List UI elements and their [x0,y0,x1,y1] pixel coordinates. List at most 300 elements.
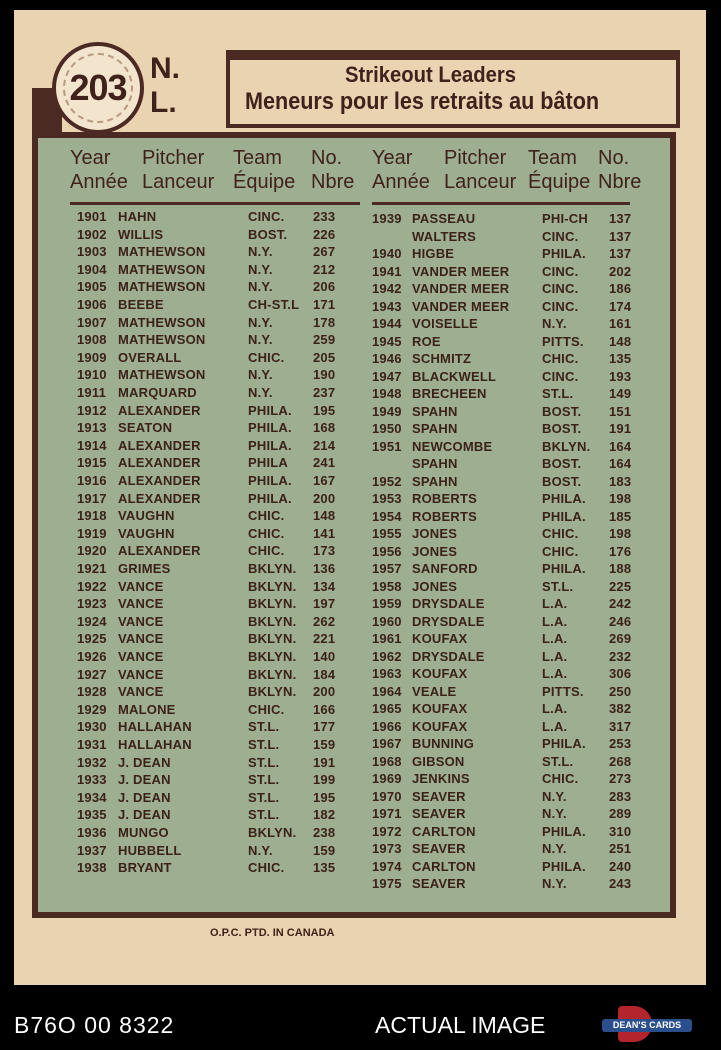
header-pitcher-fr: Lanceur [142,171,215,193]
team-cell: CINC. [248,209,285,224]
strikeouts-cell: 221 [313,631,336,647]
pitcher-cell: SANFORD [412,561,478,576]
pitcher-cell: VAUGHN [118,508,175,524]
strikeouts-cell: 289 [609,806,632,821]
team-cell: PHI-CH [542,211,588,226]
year-cell: 1944 [372,316,402,331]
strikeouts-cell: 176 [609,543,632,559]
pitcher-cell: KOUFAX [412,718,468,734]
strikeouts-cell: 135 [609,351,632,366]
pitcher-cell: MUNGO [118,825,169,840]
year-cell: 1927 [77,666,107,682]
strikeouts-cell: 178 [313,314,336,330]
header-pitcher-right [444,146,516,194]
pitcher-cell: SEAVER [412,841,466,856]
pitcher-cell: J. DEAN [118,754,171,770]
header-no-right [598,146,641,194]
strikeouts-cell: 188 [609,561,632,576]
strikeouts-cell: 195 [313,789,336,805]
strikeouts-cell: 191 [609,421,632,436]
strikeouts-cell: 159 [313,737,336,752]
year-cell: 1957 [372,561,402,576]
year-cell: 1916 [77,473,107,488]
pitcher-cell: MARQUARD [118,385,197,400]
pitcher-cell: JENKINS [412,771,470,786]
strikeouts-cell: 205 [313,349,336,365]
strikeouts-cell: 174 [609,298,632,314]
year-cell: 1956 [372,543,402,559]
pitcher-cell: VANDER MEER [412,298,510,314]
strikeouts-cell: 182 [313,807,336,823]
team-cell: PHILA [248,455,288,471]
team-cell: PHILA. [542,561,586,576]
team-cell: PHILA. [248,490,292,506]
pitcher-cell: WILLIS [118,226,164,242]
team-cell: ST.L. [248,754,280,770]
year-cell: 1902 [77,226,107,242]
year-cell: 1935 [77,807,107,823]
team-cell: CINC. [542,228,579,244]
strikeouts-cell: 382 [609,701,632,716]
year-cell: 1911 [77,385,107,400]
strikeouts-cell: 240 [609,858,632,874]
pitcher-cell: BLACKWELL [412,368,497,384]
strikeouts-cell: 183 [609,473,632,489]
team-cell: CHIC. [542,351,579,366]
strikeouts-cell: 268 [609,753,632,769]
team-cell: PHILA. [248,420,292,436]
team-cell: CHIC. [542,526,579,541]
year-cell: 1931 [77,737,107,752]
team-cell: N.Y. [248,842,273,858]
strikeouts-cell: 243 [609,876,632,891]
team-cell: BOST. [248,226,288,242]
strikeouts-cell: 136 [313,561,336,576]
year-cell: 1973 [372,841,402,856]
pitcher-cell: BRECHEEN [412,386,487,401]
header-no: No. [311,147,343,169]
team-cell: ST.L. [248,789,280,805]
pitcher-cell: VANCE [118,596,164,612]
pitcher-cell: NEWCOMBE [412,438,493,454]
year-cell: 1912 [77,402,107,418]
pitcher-cell: BRYANT [118,860,172,876]
year-cell: 1949 [372,403,402,419]
strikeouts-cell: 198 [609,526,632,541]
strikeouts-cell: 283 [609,788,632,804]
year-cell: 1945 [372,333,402,349]
team-cell: CHIC. [542,771,579,786]
year-cell: 1934 [77,789,107,805]
pitcher-cell: GRIMES [118,561,171,576]
pitcher-cell: CARLTON [412,823,476,839]
team-cell: N.Y. [542,788,567,804]
pitcher-cell: ROBERTS [412,508,477,524]
team-cell: L.A. [542,596,568,611]
team-cell: CINC. [542,368,579,384]
pitcher-cell: ALEXANDER [118,543,201,559]
year-cell: 1918 [77,508,107,524]
pitcher-cell: MATHEWSON [118,332,206,348]
strikeouts-cell: 173 [313,543,336,559]
pitcher-cell: MATHEWSON [118,244,206,260]
strikeouts-cell: 197 [313,596,336,612]
year-cell: 1963 [372,666,402,681]
header-team: Team [528,147,577,169]
team-cell: CHIC. [248,543,285,559]
pitcher-cell: J. DEAN [118,772,171,788]
header-year-right [372,146,430,194]
strikeouts-cell: 164 [609,438,632,454]
team-cell: BKLYN. [248,825,297,840]
pitcher-cell: OVERALL [118,349,182,365]
team-cell: ST.L. [542,753,574,769]
year-cell: 1972 [372,823,402,839]
pitcher-cell: DRYSDALE [412,596,485,611]
pitcher-cell: SPAHN [412,403,458,419]
header-pitcher-left [142,146,214,194]
pitcher-cell: MATHEWSON [118,314,206,330]
pitcher-cell: SEAVER [412,876,466,891]
year-cell: 1952 [372,473,402,489]
year-cell: 1913 [77,420,107,436]
team-cell: CHIC. [248,860,285,876]
league-line-1: N. [150,52,180,85]
strikeouts-cell: 137 [609,246,632,261]
year-cell: 1905 [77,279,107,295]
title-english: Strikeout Leaders [345,62,516,87]
team-cell: PITTS. [542,333,584,349]
pitcher-cell: JONES [412,526,458,541]
year-cell: 1942 [372,281,402,296]
team-cell: BKLYN. [248,596,297,612]
strikeouts-cell: 226 [313,226,336,242]
year-cell: 1960 [372,613,402,629]
strikeouts-cell: 212 [313,261,336,277]
pitcher-cell: SEATON [118,420,173,436]
team-cell: CHIC. [248,508,285,524]
strikeouts-cell: 184 [313,666,336,682]
pitcher-cell: MATHEWSON [118,261,206,277]
team-cell: L.A. [542,631,568,646]
year-cell: 1964 [372,683,402,699]
year-cell: 1917 [77,490,107,506]
pitcher-cell: KOUFAX [412,666,468,681]
year-cell: 1967 [372,736,402,751]
strikeouts-cell: 273 [609,771,632,786]
strikeouts-cell: 137 [609,228,632,244]
strikeouts-cell: 135 [313,860,336,876]
pitcher-cell: DRYSDALE [412,648,485,664]
team-cell: L.A. [542,613,568,629]
team-cell: BOST. [542,456,582,471]
team-cell: N.Y. [248,244,273,260]
year-cell: 1906 [77,297,107,312]
baseball-icon [52,42,144,134]
year-cell: 1901 [77,209,107,224]
strikeouts-cell: 251 [609,841,632,856]
header-no-left [311,146,354,194]
team-cell: N.Y. [248,385,273,400]
year-cell: 1930 [77,719,107,735]
team-cell: BKLYN. [248,631,297,647]
strikeouts-cell: 185 [609,508,632,524]
year-cell: 1975 [372,876,402,891]
strikeouts-cell: 259 [313,332,336,348]
team-cell: CHIC. [248,525,285,541]
pitcher-cell: SCHMITZ [412,351,472,366]
team-cell: BKLYN. [248,613,297,629]
header-team-left [233,146,295,194]
team-cell: N.Y. [248,332,273,348]
strikeouts-cell: 166 [313,701,336,717]
strikeouts-cell: 200 [313,490,336,506]
team-cell: N.Y. [248,261,273,277]
team-cell: N.Y. [542,806,567,821]
team-cell: BKLYN. [248,561,297,576]
header-pitcher: Pitcher [444,147,507,169]
pitcher-cell: PASSEAU [412,211,476,226]
strikeouts-cell: 191 [313,754,336,770]
team-cell: CINC. [542,298,579,314]
year-cell: 1908 [77,332,107,348]
pitcher-cell: VANCE [118,631,164,647]
team-cell: PHILA. [542,508,586,524]
team-cell: BOST. [542,403,582,419]
team-cell: N.Y. [248,314,273,330]
header-year-left [70,146,128,194]
pitcher-cell: VANCE [118,613,164,629]
team-cell: N.Y. [542,876,567,891]
strikeouts-cell: 167 [313,473,336,488]
year-cell: 1929 [77,701,107,717]
strikeouts-cell: 151 [609,403,632,419]
pitcher-cell: VEALE [412,683,457,699]
pitcher-cell: VANCE [118,684,164,700]
year-cell: 1974 [372,858,402,874]
strikeouts-cell: 159 [313,842,336,858]
strikeouts-cell: 202 [609,263,632,279]
strikeouts-cell: 177 [313,719,336,735]
strikeouts-cell: 269 [609,631,632,646]
strikeouts-cell: 241 [313,455,336,471]
pitcher-cell: ALEXANDER [118,437,201,453]
pitcher-cell: ROE [412,333,441,349]
team-cell: PHILA. [248,473,292,488]
pitcher-cell: HAHN [118,209,157,224]
team-cell: BOST. [542,473,582,489]
year-cell: 1909 [77,349,107,365]
pitcher-cell: SPAHN [412,421,458,436]
strikeouts-cell: 141 [313,525,336,541]
strikeouts-cell: 225 [609,578,632,594]
year-cell: 1938 [77,860,107,876]
year-cell: 1922 [77,578,107,594]
team-cell: PITTS. [542,683,584,699]
team-cell: CHIC. [542,543,579,559]
strikeouts-cell: 168 [313,420,336,436]
year-cell: 1968 [372,753,402,769]
cert-number: B76O 00 8322 [14,1012,175,1038]
team-cell: PHILA. [248,437,292,453]
header-no-fr: Nbre [598,171,642,193]
team-cell: L.A. [542,718,568,734]
year-cell: 1954 [372,508,402,524]
pitcher-cell: VAUGHN [118,525,175,541]
header-year-fr: Année [372,171,430,193]
pitcher-cell: MALONE [118,701,176,717]
header-team-fr: Équipe [233,171,296,193]
year-cell: 1970 [372,788,402,804]
year-cell: 1965 [372,701,402,716]
team-cell: ST.L. [248,737,280,752]
strikeouts-cell: 232 [609,648,632,664]
year-cell: 1933 [77,772,107,788]
year-cell: 1920 [77,543,107,559]
strikeouts-cell: 262 [313,613,336,629]
league-label [150,52,180,120]
logo-text: DEAN'S CARDS [602,1019,692,1032]
pitcher-cell: HALLAHAN [118,737,192,752]
strikeouts-cell: 140 [313,649,336,664]
strikeouts-cell: 253 [609,736,632,751]
year-cell: 1915 [77,455,107,471]
strikeouts-cell: 233 [313,209,336,224]
header-no: No. [598,147,630,169]
year-cell: 1925 [77,631,107,647]
pitcher-cell: JONES [412,578,458,594]
pitcher-cell: HIGBE [412,246,455,261]
team-cell: CINC. [542,263,579,279]
team-cell: PHILA. [542,823,586,839]
team-cell: BKLYN. [248,666,297,682]
year-cell: 1919 [77,525,107,541]
actual-image-label: ACTUAL IMAGE [375,1012,546,1038]
team-cell: BKLYN. [542,438,591,454]
strikeouts-cell: 186 [609,281,632,296]
year-cell: 1962 [372,648,402,664]
year-cell: 1923 [77,596,107,612]
strikeouts-cell: 310 [609,823,632,839]
header-year: Year [70,147,111,169]
strikeouts-cell: 171 [313,297,336,312]
deans-cards-logo [602,1006,694,1044]
team-cell: BOST. [542,421,582,436]
team-cell: PHILA. [542,858,586,874]
title-french: Meneurs pour les retraits au bâton [245,88,600,115]
strikeouts-cell: 206 [313,279,336,295]
year-cell: 1921 [77,561,107,576]
strikeouts-cell: 149 [609,386,632,401]
year-cell: 1969 [372,771,402,786]
team-cell: CH-ST.L [248,297,300,312]
pitcher-cell: ALEXANDER [118,402,201,418]
year-cell: 1953 [372,491,402,506]
printer-credit: O.P.C. PTD. IN CANADA [210,927,335,939]
header-year-fr: Année [70,171,128,193]
header-team-fr: Équipe [528,171,591,193]
strikeouts-cell: 317 [609,718,632,734]
strikeouts-cell: 193 [609,368,632,384]
strikeouts-cell: 242 [609,596,632,611]
pitcher-cell: VANDER MEER [412,263,510,279]
pitcher-cell: ALEXANDER [118,455,201,471]
header-rule-left [70,202,360,205]
pitcher-cell: KOUFAX [412,631,468,646]
strikeouts-cell: 137 [609,211,632,226]
year-cell: 1932 [77,754,107,770]
pitcher-cell: HUBBELL [118,842,182,858]
pitcher-cell: SPAHN [412,456,458,471]
year-cell: 1950 [372,421,402,436]
strikeouts-cell: 148 [313,508,336,524]
pitcher-cell: JONES [412,543,458,559]
year-cell: 1903 [77,244,107,260]
team-cell: PHILA. [542,491,586,506]
team-cell: PHILA. [542,736,586,751]
team-cell: N.Y. [248,367,273,383]
year-cell: 1904 [77,261,107,277]
strikeouts-cell: 238 [313,825,336,840]
pitcher-cell: MATHEWSON [118,279,206,295]
year-cell: 1910 [77,367,107,383]
team-cell: CHIC. [248,349,285,365]
year-cell: 1940 [372,246,402,261]
pitcher-cell: ROBERTS [412,491,477,506]
pitcher-cell: WALTERS [412,228,476,244]
year-cell: 1924 [77,613,107,629]
team-cell: CHIC. [248,701,285,717]
league-line-2: L. [150,86,177,119]
year-cell: 1943 [372,298,402,314]
year-cell: 1907 [77,314,107,330]
card-number: 203 [69,67,127,108]
year-cell: 1928 [77,684,107,700]
team-cell: BKLYN. [248,684,297,700]
pitcher-cell: ALEXANDER [118,473,201,488]
pitcher-cell: VOISELLE [412,316,478,331]
pitcher-cell: BEEBE [118,297,164,312]
year-cell: 1926 [77,649,107,664]
header-team-right [528,146,590,194]
year-cell: 1951 [372,438,402,454]
team-cell: ST.L. [248,772,280,788]
team-cell: N.Y. [542,841,567,856]
pitcher-cell: GIBSON [412,753,465,769]
team-cell: BKLYN. [248,649,297,664]
team-cell: N.Y. [248,279,273,295]
year-cell: 1948 [372,386,402,401]
team-cell: ST.L. [542,578,574,594]
year-cell: 1961 [372,631,402,646]
strikeouts-cell: 267 [313,244,336,260]
year-cell: 1939 [372,211,402,226]
pitcher-cell: VANCE [118,649,164,664]
pitcher-cell: J. DEAN [118,807,171,823]
header-rule-right [372,202,630,205]
team-cell: L.A. [542,701,568,716]
year-cell: 1971 [372,806,402,821]
team-cell: CINC. [542,281,579,296]
pitcher-cell: HALLAHAN [118,719,192,735]
strikeouts-cell: 306 [609,666,632,681]
year-cell: 1946 [372,351,402,366]
strikeouts-cell: 199 [313,772,336,788]
strikeouts-cell: 164 [609,456,632,471]
pitcher-cell: MATHEWSON [118,367,206,383]
pitcher-cell: SEAVER [412,788,466,804]
year-cell: 1937 [77,842,107,858]
